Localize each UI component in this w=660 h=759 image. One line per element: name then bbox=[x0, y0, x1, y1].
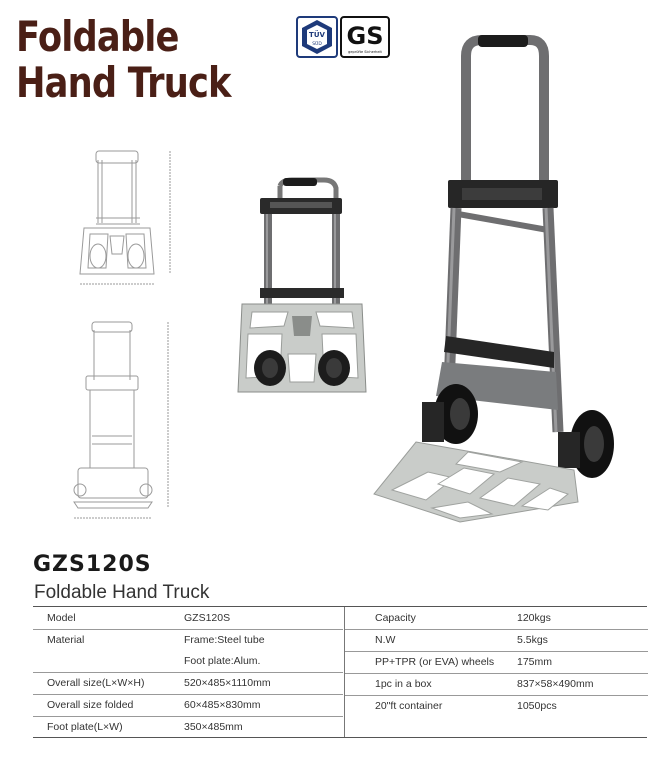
spec-key: Foot plate(L×W) bbox=[47, 721, 123, 733]
folded-hand-truck-photo bbox=[236, 176, 370, 400]
title-line-1: Foldable bbox=[16, 12, 179, 61]
spec-row bbox=[33, 695, 343, 716]
spec-row bbox=[33, 630, 343, 651]
spec-value: 120kgs bbox=[517, 612, 551, 624]
product-name: Foldable Hand Truck bbox=[34, 582, 210, 603]
spec-key: 20"ft container bbox=[375, 700, 443, 712]
spec-value: GZS120S bbox=[184, 612, 231, 624]
spec-row bbox=[345, 696, 648, 717]
spec-key: Overall size folded bbox=[47, 699, 134, 711]
spec-column-left bbox=[33, 607, 343, 737]
spec-column-right bbox=[344, 607, 648, 737]
hand-truck-photo bbox=[372, 32, 618, 526]
product-code: GZS120S bbox=[33, 552, 152, 577]
technical-drawing-side bbox=[68, 318, 178, 528]
spec-row bbox=[345, 630, 648, 651]
spec-value: 837×58×490mm bbox=[517, 678, 594, 690]
spec-key: Model bbox=[47, 612, 76, 624]
spec-row bbox=[345, 652, 648, 673]
spec-table bbox=[33, 606, 647, 738]
spec-value: 350×485mm bbox=[184, 721, 243, 733]
svg-text:SÜD: SÜD bbox=[312, 42, 322, 47]
tuv-sud-logo bbox=[297, 17, 337, 57]
svg-text:TÜV: TÜV bbox=[309, 31, 325, 39]
spec-key: 1pc in a box bbox=[375, 678, 432, 690]
spec-value: 60×485×830mm bbox=[184, 699, 261, 711]
title-line-2: Hand Truck bbox=[16, 58, 231, 107]
page-title bbox=[16, 14, 231, 106]
spec-value: Foot plate:Alum. bbox=[184, 655, 261, 667]
spec-row bbox=[33, 608, 343, 629]
spec-row bbox=[345, 674, 648, 695]
spec-row bbox=[33, 651, 343, 672]
spec-value: 1050pcs bbox=[517, 700, 557, 712]
svg-text:geprüfte Sicherheit: geprüfte Sicherheit bbox=[348, 50, 382, 54]
svg-text:GS: GS bbox=[346, 22, 384, 50]
spec-key: N.W bbox=[375, 634, 396, 646]
spec-key: PP+TPR (or EVA) wheels bbox=[375, 656, 495, 668]
spec-row bbox=[33, 673, 343, 694]
spec-row bbox=[33, 717, 343, 738]
spec-value: 520×485×1110mm bbox=[184, 677, 271, 689]
spec-value: 175mm bbox=[517, 656, 553, 668]
spec-key: Overall size(L×W×H) bbox=[47, 677, 145, 689]
spec-key: Material bbox=[47, 634, 85, 646]
spec-row bbox=[345, 608, 648, 629]
spec-value: 5.5kgs bbox=[517, 634, 548, 646]
spec-key: Capacity bbox=[375, 612, 416, 624]
spec-value: Frame:Steel tube bbox=[184, 634, 265, 646]
technical-drawing-front bbox=[78, 148, 178, 290]
